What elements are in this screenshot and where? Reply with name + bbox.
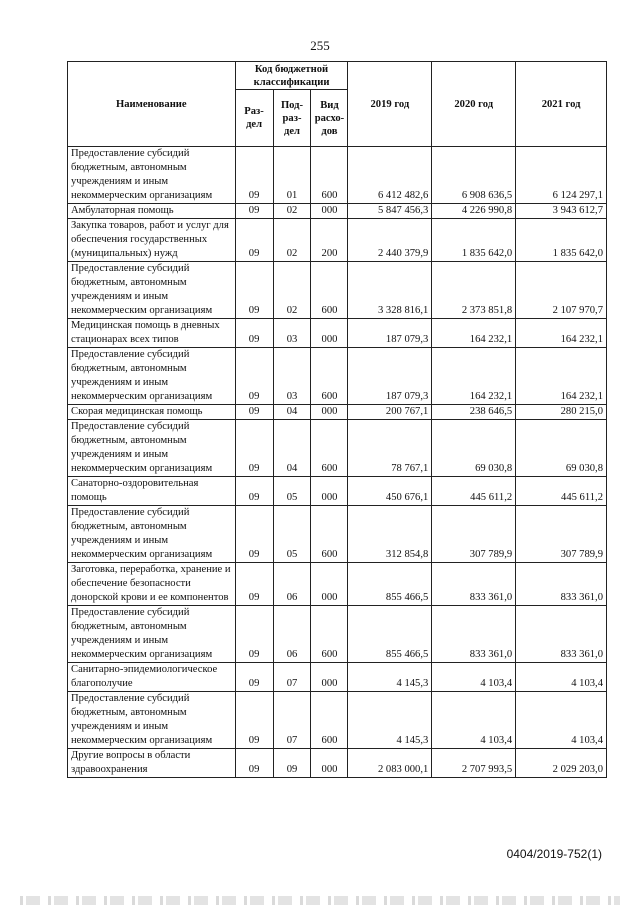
row-podrazdel: 06 [273,563,311,606]
scan-artifact-strip [20,896,620,905]
budget-table [67,61,607,778]
row-razdel: 09 [235,219,273,262]
row-value-2020: 164 232,1 [432,348,516,405]
row-value-2019: 4 145,3 [348,663,432,692]
row-value-2021: 164 232,1 [516,348,607,405]
row-podrazdel: 03 [273,348,311,405]
row-value-2021: 307 789,9 [516,506,607,563]
row-name: Предоставление субсидий бюджетным, автономным учреждениям и иным некоммерческим организациям [68,606,236,663]
row-name: Предоставление субсидий бюджетным, автономным учреждениям и иным некоммерческим организациям [68,262,236,319]
row-value-2021: 6 124 297,1 [516,147,607,204]
table-row [68,348,607,405]
row-name: Другие вопросы в области здравоохранения [68,749,236,778]
table-row [68,420,607,477]
row-vid: 600 [311,692,348,749]
row-value-2019: 4 145,3 [348,692,432,749]
document-code: 0404/2019-752(1) [506,847,602,861]
table-row [68,606,607,663]
row-value-2020: 4 103,4 [432,692,516,749]
row-value-2019: 187 079,3 [348,319,432,348]
row-value-2021: 833 361,0 [516,606,607,663]
row-value-2019: 6 412 482,6 [348,147,432,204]
row-podrazdel: 04 [273,420,311,477]
row-vid: 000 [311,204,348,219]
row-vid: 200 [311,219,348,262]
row-razdel: 09 [235,348,273,405]
row-value-2019: 2 083 000,1 [348,749,432,778]
header-2019: 2019 год [348,62,432,147]
row-podrazdel: 09 [273,749,311,778]
row-name: Предоставление субсидий бюджетным, автономным учреждениям и иным некоммерческим организациям [68,692,236,749]
header-podrazdel: Под- раз- дел [273,90,311,147]
row-podrazdel: 05 [273,506,311,563]
table-row [68,506,607,563]
table-row [68,749,607,778]
row-vid: 000 [311,563,348,606]
row-vid: 600 [311,348,348,405]
row-vid: 600 [311,420,348,477]
row-podrazdel: 04 [273,405,311,420]
header-code-group: Код бюджетной классификации [235,62,348,90]
row-value-2020: 833 361,0 [432,606,516,663]
table-row [68,692,607,749]
row-razdel: 09 [235,606,273,663]
row-value-2021: 2 107 970,7 [516,262,607,319]
table-row [68,147,607,204]
row-value-2019: 3 328 816,1 [348,262,432,319]
row-value-2019: 855 466,5 [348,606,432,663]
row-value-2020: 4 103,4 [432,663,516,692]
row-podrazdel: 05 [273,477,311,506]
row-value-2020: 164 232,1 [432,319,516,348]
row-podrazdel: 02 [273,219,311,262]
row-podrazdel: 07 [273,663,311,692]
row-value-2021: 2 029 203,0 [516,749,607,778]
row-vid: 000 [311,749,348,778]
row-razdel: 09 [235,420,273,477]
row-vid: 600 [311,506,348,563]
row-razdel: 09 [235,204,273,219]
row-razdel: 09 [235,147,273,204]
row-value-2020: 238 646,5 [432,405,516,420]
table-body [68,147,607,778]
row-razdel: 09 [235,506,273,563]
row-vid: 600 [311,147,348,204]
row-value-2020: 833 361,0 [432,563,516,606]
table-row [68,319,607,348]
row-vid: 000 [311,405,348,420]
row-vid: 000 [311,477,348,506]
row-name: Предоставление субсидий бюджетным, автономным учреждениям и иным некоммерческим организациям [68,147,236,204]
row-name: Санаторно-оздоровительная помощь [68,477,236,506]
row-razdel: 09 [235,477,273,506]
row-name: Предоставление субсидий бюджетным, автономным учреждениям и иным некоммерческим организациям [68,420,236,477]
row-podrazdel: 03 [273,319,311,348]
row-value-2020: 1 835 642,0 [432,219,516,262]
row-razdel: 09 [235,262,273,319]
row-vid: 600 [311,606,348,663]
row-value-2019: 5 847 456,3 [348,204,432,219]
row-value-2020: 307 789,9 [432,506,516,563]
row-vid: 000 [311,319,348,348]
row-razdel: 09 [235,405,273,420]
row-name: Предоставление субсидий бюджетным, автономным учреждениям и иным некоммерческим организациям [68,506,236,563]
row-value-2021: 69 030,8 [516,420,607,477]
row-name: Скорая медицинская помощь [68,405,236,420]
row-value-2019: 2 440 379,9 [348,219,432,262]
table-row [68,663,607,692]
header-vid: Вид расхо- дов [311,90,348,147]
row-vid: 000 [311,663,348,692]
header-name: Наименование [68,62,236,147]
row-razdel: 09 [235,319,273,348]
row-podrazdel: 02 [273,204,311,219]
header-2020: 2020 год [432,62,516,147]
row-name: Медицинская помощь в дневных стационарах всех типов [68,319,236,348]
row-razdel: 09 [235,692,273,749]
row-value-2020: 445 611,2 [432,477,516,506]
row-value-2021: 445 611,2 [516,477,607,506]
row-value-2021: 833 361,0 [516,563,607,606]
row-razdel: 09 [235,563,273,606]
row-value-2020: 2 707 993,5 [432,749,516,778]
table-row [68,262,607,319]
row-vid: 600 [311,262,348,319]
row-razdel: 09 [235,663,273,692]
row-podrazdel: 06 [273,606,311,663]
table-row [68,477,607,506]
row-name: Санитарно-эпидемиологическое благополучие [68,663,236,692]
row-value-2019: 450 676,1 [348,477,432,506]
row-value-2021: 4 103,4 [516,692,607,749]
table-row [68,405,607,420]
row-value-2019: 312 854,8 [348,506,432,563]
row-name: Предоставление субсидий бюджетным, автономным учреждениям и иным некоммерческим организациям [68,348,236,405]
row-value-2020: 2 373 851,8 [432,262,516,319]
page-number: 255 [310,38,330,53]
row-name: Заготовка, переработка, хранение и обеспечение безопасности донорской крови и ее компонентов [68,563,236,606]
row-value-2021: 280 215,0 [516,405,607,420]
row-value-2020: 4 226 990,8 [432,204,516,219]
row-podrazdel: 01 [273,147,311,204]
row-name: Закупка товаров, работ и услуг для обеспечения государственных (муниципальных) нужд [68,219,236,262]
row-name: Амбулаторная помощь [68,204,236,219]
row-value-2019: 187 079,3 [348,348,432,405]
table-row [68,204,607,219]
table-row [68,219,607,262]
row-value-2020: 6 908 636,5 [432,147,516,204]
header-2021: 2021 год [516,62,607,147]
row-value-2021: 1 835 642,0 [516,219,607,262]
row-razdel: 09 [235,749,273,778]
row-value-2019: 78 767,1 [348,420,432,477]
header-razdel: Раз- дел [235,90,273,147]
row-value-2019: 855 466,5 [348,563,432,606]
row-value-2021: 4 103,4 [516,663,607,692]
table-row [68,563,607,606]
row-value-2020: 69 030,8 [432,420,516,477]
row-value-2021: 3 943 612,7 [516,204,607,219]
row-podrazdel: 07 [273,692,311,749]
row-value-2021: 164 232,1 [516,319,607,348]
row-podrazdel: 02 [273,262,311,319]
row-value-2019: 200 767,1 [348,405,432,420]
